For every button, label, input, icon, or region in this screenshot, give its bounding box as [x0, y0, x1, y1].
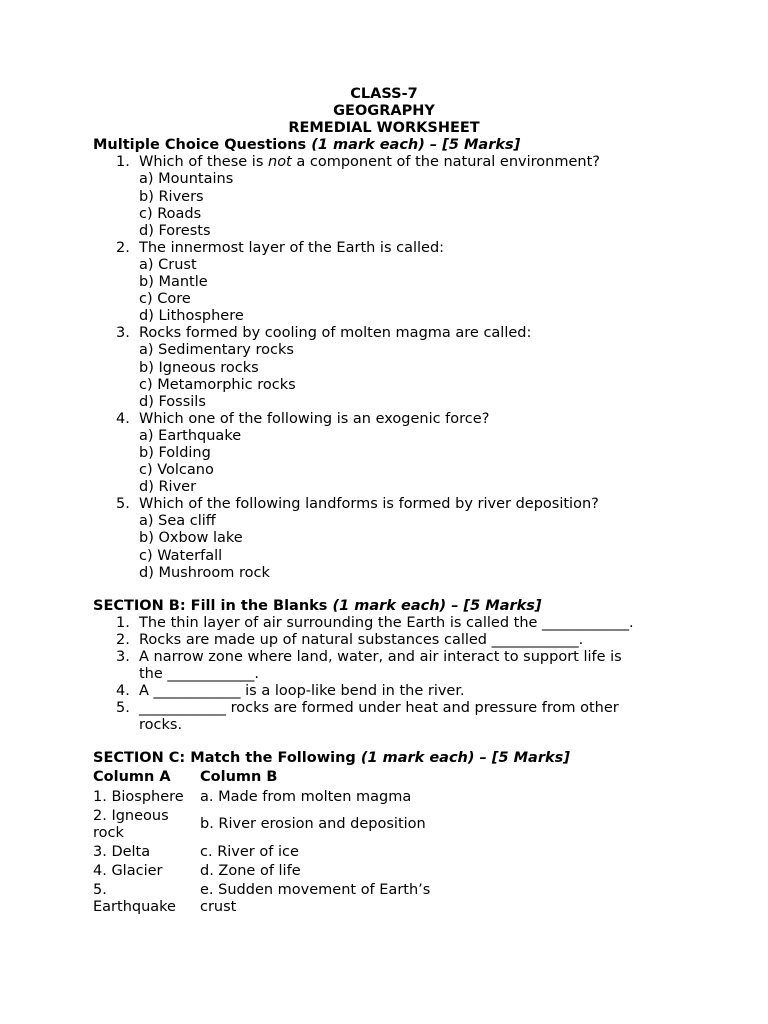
column-a-text: 2. Igneous: [93, 807, 169, 824]
item-text: Rocks are made up of natural substances called ____________.: [139, 631, 584, 648]
mcq-option: a) Earthquake: [139, 427, 242, 444]
mcq-question-4: [93, 411, 683, 428]
question-number: 2.: [116, 239, 130, 256]
mcq-option: c) Waterfall: [139, 547, 223, 564]
column-a-header: Column A: [93, 768, 171, 785]
item-number: 4.: [116, 683, 130, 700]
section-c-heading: [93, 750, 683, 767]
match-table-header: [93, 769, 501, 789]
item-text: rocks.: [139, 717, 183, 734]
table-row: [93, 863, 501, 882]
fill-blank-item-3-continued: [93, 666, 683, 683]
mcq-option: a) Crust: [139, 256, 197, 273]
question-text: Which of these is: [139, 154, 268, 171]
item-number: 1.: [116, 614, 130, 631]
column-b-text: crust: [200, 899, 237, 916]
column-b-cell: [200, 863, 501, 882]
worksheet-title: REMEDIAL WORKSHEET: [288, 120, 480, 137]
column-b-cell: [200, 808, 501, 844]
column-b-cell: [200, 882, 501, 918]
item-text: A ____________ is a loop-like bend in the river.: [139, 683, 465, 700]
column-a-cell: [93, 789, 200, 808]
mcq-option: b) Mantle: [139, 274, 208, 291]
class-heading: CLASS-7: [350, 86, 418, 102]
question-emphasis: not: [268, 154, 292, 171]
column-b-text: b. River erosion and deposition: [200, 816, 426, 833]
item-text: ____________ rocks are formed under heat and pressure from other: [139, 700, 619, 717]
column-a-text: 1. Biosphere: [93, 788, 184, 805]
table-row: [93, 808, 501, 844]
mcq-option: b) Folding: [139, 444, 211, 461]
section-spacer: [93, 734, 683, 750]
mcq-option: a) Mountains: [139, 171, 234, 188]
mcq-option: c) Core: [139, 291, 191, 308]
section-a-heading: [93, 137, 683, 154]
mcq-question-1: [93, 154, 683, 171]
question-text: Which one of the following is an exogenic force?: [139, 410, 490, 427]
question-number: 5.: [116, 496, 130, 513]
worksheet-page: [93, 86, 683, 918]
question-number: 3.: [116, 325, 130, 342]
fill-blank-item-1: [93, 615, 683, 632]
mcq-option: d) Mushroom rock: [139, 564, 270, 581]
column-b-header: Column B: [200, 768, 278, 785]
mcq-option: c) Metamorphic rocks: [139, 376, 296, 393]
mcq-question-2: [93, 240, 683, 257]
table-row: [93, 789, 501, 808]
section-a-marks: (1 mark each) – [5 Marks]: [311, 137, 521, 154]
mcq-option: d) River: [139, 479, 197, 496]
item-number: 3.: [116, 649, 130, 665]
mcq-option: c) Roads: [139, 205, 202, 222]
item-text: the ____________.: [139, 666, 260, 683]
section-b-marks: (1 mark each) – [5 Marks]: [332, 597, 542, 614]
column-a-text: rock: [93, 824, 124, 841]
match-table: [93, 769, 501, 919]
mcq-option: d) Forests: [139, 222, 211, 239]
mcq-option: b) Igneous rocks: [139, 359, 259, 376]
column-b-text: c. River of ice: [200, 843, 299, 860]
mcq-option: b) Oxbow lake: [139, 530, 243, 547]
section-spacer: [93, 582, 683, 598]
fill-blank-item-5: [93, 700, 683, 717]
column-a-cell: [93, 863, 200, 882]
column-a-text: Earthquake: [93, 899, 176, 916]
column-b-cell: [200, 844, 501, 863]
mcq-option: b) Rivers: [139, 188, 204, 205]
item-text: A narrow zone where land, water, and air interact to support life is: [139, 649, 622, 665]
section-b-heading: [93, 598, 683, 615]
section-b-title: SECTION B: Fill in the Blanks: [93, 597, 333, 614]
column-a-cell: [93, 882, 200, 918]
column-b-text: d. Zone of life: [200, 863, 301, 880]
column-b-text: e. Sudden movement of Earth’s: [200, 882, 431, 899]
mcq-option: a) Sedimentary rocks: [139, 342, 294, 359]
column-a-text: 5.: [93, 882, 107, 899]
section-a-title: Multiple Choice Questions: [93, 137, 312, 154]
question-text: a component of the natural environment?: [291, 154, 600, 171]
mcq-option: c) Volcano: [139, 462, 214, 479]
table-row: [93, 882, 501, 918]
fill-blank-item-3: [93, 649, 683, 666]
mcq-option: d) Fossils: [139, 393, 206, 410]
question-number: 4.: [116, 410, 130, 427]
question-text: The innermost layer of the Earth is called:: [139, 239, 445, 256]
mcq-option: a) Sea cliff: [139, 513, 216, 530]
table-row: [93, 844, 501, 863]
mcq-question-5: [93, 496, 683, 513]
item-number: 2.: [116, 631, 130, 648]
fill-blank-item-5-continued: [93, 717, 683, 734]
column-a-text: 3. Delta: [93, 843, 151, 860]
column-b-cell: [200, 789, 501, 808]
section-c-marks: (1 mark each) – [5 Marks]: [360, 750, 570, 767]
section-c-title: SECTION C: Match the Following: [93, 750, 361, 767]
fill-blank-item-4: [93, 683, 683, 700]
subject-heading: GEOGRAPHY: [333, 103, 435, 120]
question-text: Rocks formed by cooling of molten magma are called:: [139, 325, 532, 342]
column-a-cell: [93, 808, 200, 844]
question-number: 1.: [116, 154, 130, 171]
mcq-option: d) Lithosphere: [139, 308, 244, 325]
column-a-cell: [93, 844, 200, 863]
item-text: The thin layer of air surrounding the Earth is called the ____________.: [139, 614, 634, 631]
question-text: Which of the following landforms is formed by river deposition?: [139, 496, 599, 513]
fill-blank-item-2: [93, 632, 683, 649]
column-b-text: a. Made from molten magma: [200, 788, 412, 805]
item-number: 5.: [116, 700, 130, 717]
mcq-question-3: [93, 325, 683, 342]
column-a-text: 4. Glacier: [93, 863, 163, 880]
